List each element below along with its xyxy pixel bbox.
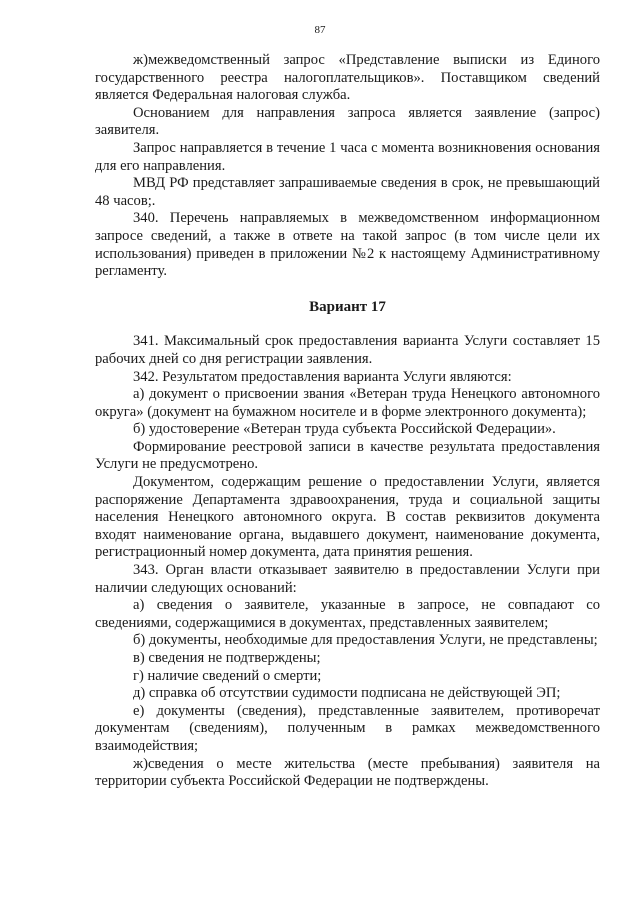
paragraph-343: 343. Орган власти отказывает заявителю в предоставлении Услуги при наличии следующих оснований:	[95, 562, 600, 596]
page-number: 87	[314, 24, 326, 36]
paragraph-request-timing: Запрос направляется в течение 1 часа с момента возникновения основания для его направления.	[95, 139, 600, 174]
paragraph-request-basis: Основанием для направления запроса является заявление (запрос) заявителя.	[95, 104, 600, 139]
list-item-343c: в) сведения не подтверждены;	[133, 650, 321, 666]
list-item-343f: е) документы (сведения), представленные заявителем, противоречат документам (сведениям), полученным в рамках межведомственного взаимодействия;	[95, 702, 600, 754]
section-heading-variant: Вариант 17	[309, 298, 386, 315]
paragraph-interagency-request-egrn: ж)межведомственный запрос «Представление выписки из Единого государственного реестра налогоплательщиков». Поставщиком сведений является Федеральная налоговая служба.	[95, 52, 600, 104]
paragraph-340: 340. Перечень направляемых в межведомственном информационном запросе сведений, а также в ответе на такой запрос (в том числе цели их использования) приведен в приложении №2 к настоящему Административному регламенту.	[95, 210, 600, 280]
paragraph-mvd-deadline: МВД РФ представляет запрашиваемые сведения в срок, не превышающий 48 часов;.	[95, 175, 600, 209]
list-item-343b: б) документы, необходимые для предоставления Услуги, не представлены;	[133, 632, 598, 649]
paragraph-341: 341. Максимальный срок предоставления варианта Услуги составляет 15 рабочих дней со дня регистрации заявления.	[95, 333, 600, 367]
list-item-343e: д) справка об отсутствии судимости подписана не действующей ЭП;	[133, 685, 561, 702]
list-item-342a: а) документ о присвоении звания «Ветеран труда Ненецкого автономного округа» (документ на бумажном носителе и в форме электронного документа);	[95, 386, 600, 420]
list-item-343g: ж)сведения о месте жительства (месте пребывания) заявителя на территории субъекта Российской Федерации не подтверждены.	[95, 755, 600, 790]
paragraph-registry-record: Формирование реестровой записи в качестве результата предоставления Услуги не предусмотрено.	[95, 438, 600, 473]
list-item-343d: г) наличие сведений о смерти;	[133, 667, 322, 684]
document-body	[95, 52, 600, 791]
list-item-343a: а) сведения о заявителе, указанные в запросе, не совпадают со сведениями, содержащимися в документах, представленных заявителем;	[95, 597, 600, 631]
paragraph-decision-document: Документом, содержащим решение о предоставлении Услуги, является распоряжение Департамента здравоохранения, труда и социальной защиты населения Ненецкого автономного округа. В состав реквизитов документа входят наименование органа, выдавшего документ, наименование документа, регистрационный номер документа, дата принятия решения.	[95, 474, 600, 561]
paragraph-342: 342. Результатом предоставления варианта Услуги являются:	[133, 368, 512, 385]
list-item-342b: б) удостоверение «Ветеран труда субъекта Российской Федерации».	[133, 421, 556, 438]
